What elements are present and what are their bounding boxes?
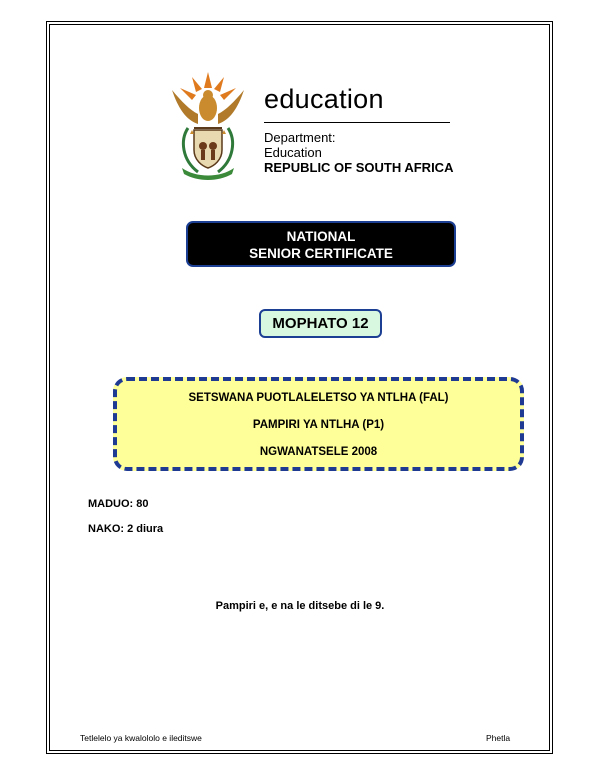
paper-title: PAMPIRI YA NTLHA (P1) xyxy=(252,419,385,431)
department-label: Department: xyxy=(264,130,336,145)
pages-note: Pampiri e, e na le ditsebe di le 9. xyxy=(215,600,385,612)
turn-over-footer: Phetla xyxy=(486,733,511,743)
certificate-line-2: SENIOR CERTIFICATE xyxy=(249,246,393,261)
time-label: NAKO: 2 diura xyxy=(88,523,164,535)
exam-session: NGWANATSELE 2008 xyxy=(259,446,378,458)
country-name: REPUBLIC OF SOUTH AFRICA xyxy=(264,160,454,175)
coat-of-arms-logo xyxy=(168,68,248,180)
certificate-line-1: NATIONAL xyxy=(286,229,356,244)
title-divider xyxy=(264,122,450,123)
department-name: Education xyxy=(264,145,322,160)
copyright-footer: Tetlelelo ya kwalololo e ileditswe xyxy=(80,733,202,743)
marks-label: MADUO: 80 xyxy=(88,498,149,510)
subject-title: SETSWANA PUOTLALELETSO YA NTLHA (FAL) xyxy=(188,392,449,404)
education-title: education xyxy=(264,84,384,114)
grade-badge: MOPHATO 12 xyxy=(259,309,382,338)
paper-info-box xyxy=(113,377,524,471)
certificate-banner xyxy=(186,221,456,267)
